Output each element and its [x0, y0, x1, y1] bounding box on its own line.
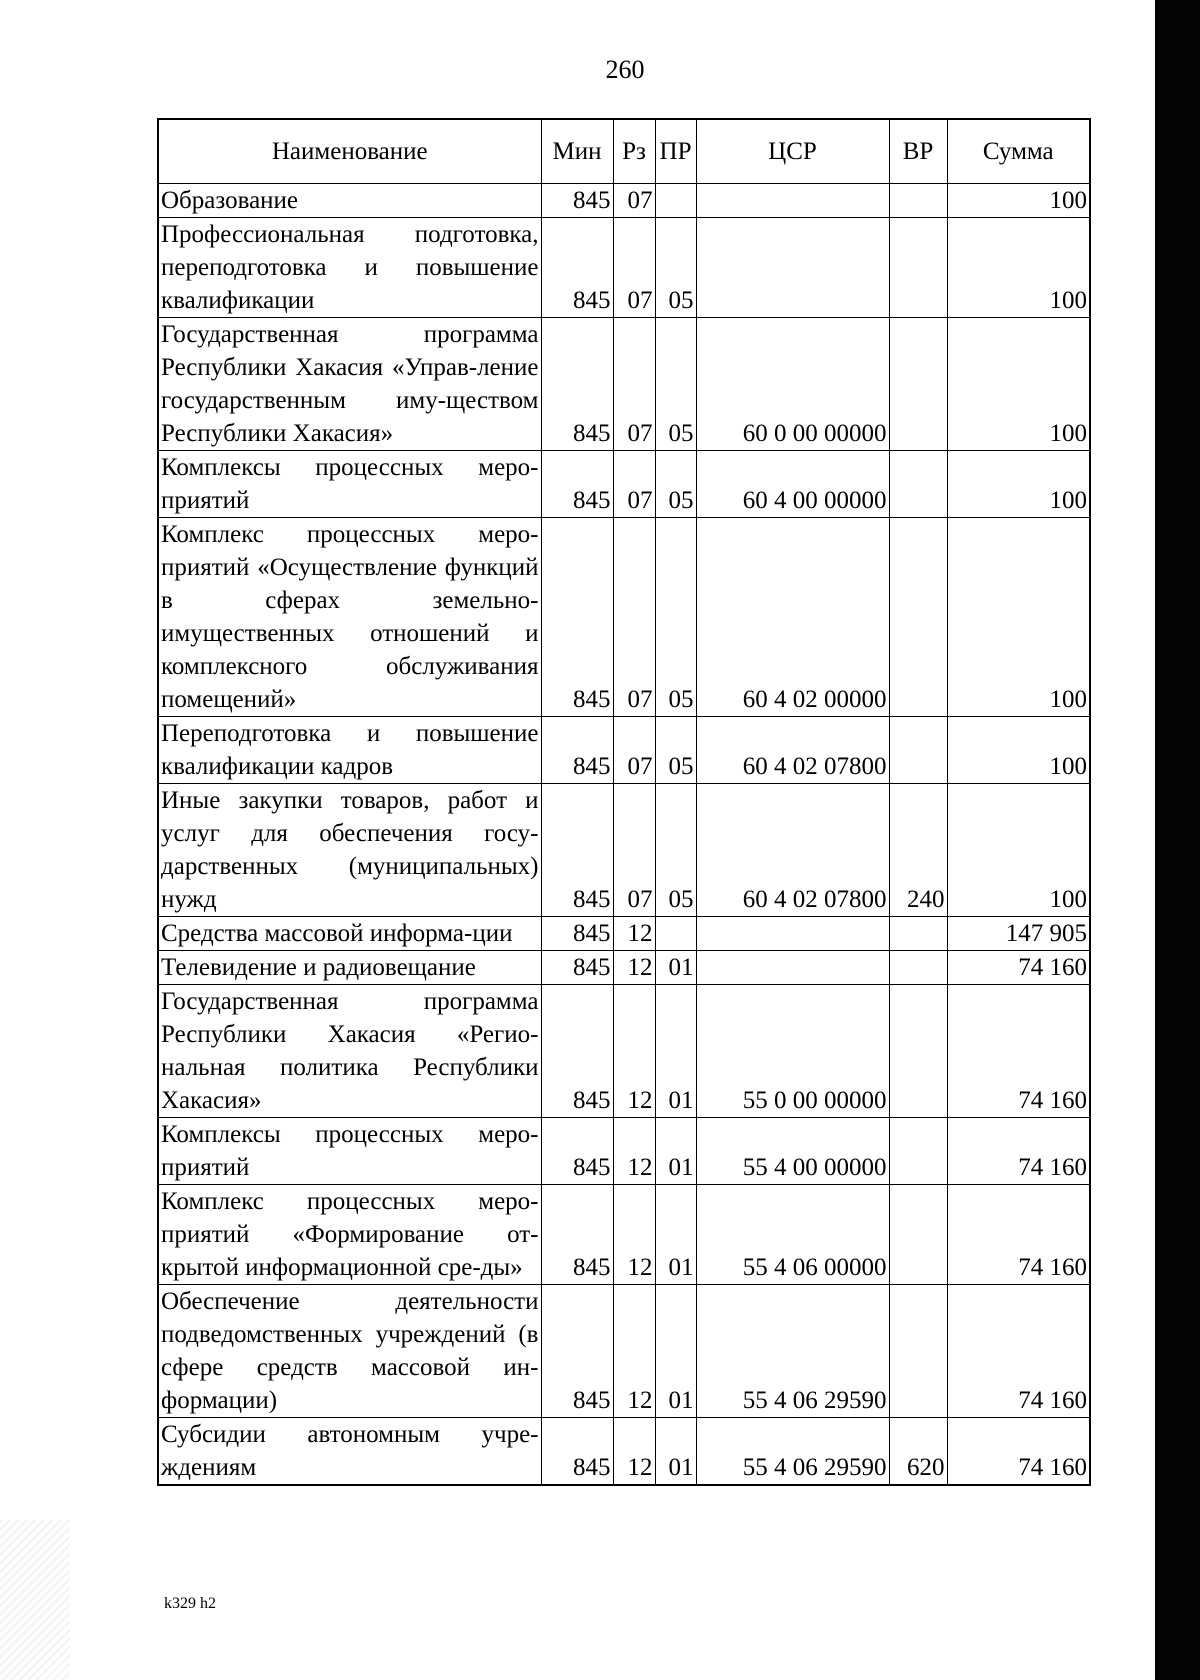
cell-csr: 60 4 02 07800	[696, 784, 889, 917]
cell-rz: 12	[613, 1418, 655, 1486]
table-row	[158, 917, 1090, 951]
cell-sum: 147 905	[947, 917, 1090, 951]
cell-rz: 12	[613, 1185, 655, 1285]
cell-vr: 620	[889, 1418, 947, 1486]
cell-vr	[889, 1185, 947, 1285]
cell-sum: 74 160	[947, 1418, 1090, 1486]
cell-min: 845	[541, 1185, 613, 1285]
cell-pr: 01	[655, 985, 696, 1118]
cell-pr: 01	[655, 1285, 696, 1418]
header-sum: Сумма	[947, 119, 1090, 184]
cell-min: 845	[541, 184, 613, 218]
cell-pr: 05	[655, 518, 696, 717]
cell-min: 845	[541, 717, 613, 784]
table-row	[158, 451, 1090, 518]
header-pr: ПР	[655, 119, 696, 184]
cell-pr: 05	[655, 717, 696, 784]
cell-min: 845	[541, 318, 613, 451]
cell-vr	[889, 184, 947, 218]
cell-name: Переподготовка и повышение квалификации кадров	[158, 717, 541, 784]
cell-name: Комплексы процессных меро-приятий	[158, 1118, 541, 1185]
table-row	[158, 1285, 1090, 1418]
table-row	[158, 951, 1090, 985]
table-body	[158, 184, 1090, 1486]
cell-vr	[889, 1285, 947, 1418]
cell-name: Комплекс процессных меро-приятий «Формирование от-крытой информационной сре-ды»	[158, 1185, 541, 1285]
cell-csr: 60 4 00 00000	[696, 451, 889, 518]
cell-vr	[889, 318, 947, 451]
table-row	[158, 1418, 1090, 1486]
cell-rz: 07	[613, 784, 655, 917]
cell-pr: 01	[655, 951, 696, 985]
header-min: Мин	[541, 119, 613, 184]
cell-rz: 07	[613, 717, 655, 784]
cell-pr: 05	[655, 318, 696, 451]
cell-csr	[696, 184, 889, 218]
cell-min: 845	[541, 985, 613, 1118]
table-row	[158, 1118, 1090, 1185]
cell-rz: 07	[613, 518, 655, 717]
cell-min: 845	[541, 1118, 613, 1185]
cell-name: Иные закупки товаров, работ и услуг для обеспечения госу-дарственных (муниципальных) нужд	[158, 784, 541, 917]
scan-noise	[0, 1520, 70, 1680]
cell-vr	[889, 917, 947, 951]
cell-sum: 100	[947, 184, 1090, 218]
cell-min: 845	[541, 951, 613, 985]
cell-name: Телевидение и радиовещание	[158, 951, 541, 985]
cell-name: Комплексы процессных меро-приятий	[158, 451, 541, 518]
cell-rz: 12	[613, 951, 655, 985]
header-vr: ВР	[889, 119, 947, 184]
header-csr: ЦСР	[696, 119, 889, 184]
cell-name: Средства массовой информа-ции	[158, 917, 541, 951]
cell-csr	[696, 917, 889, 951]
cell-pr: 05	[655, 218, 696, 318]
cell-vr	[889, 717, 947, 784]
cell-sum: 74 160	[947, 1185, 1090, 1285]
cell-vr	[889, 985, 947, 1118]
budget-table	[157, 118, 1091, 1486]
footer-code: k329 h2	[164, 1595, 216, 1612]
table-row	[158, 1185, 1090, 1285]
cell-csr: 55 4 00 00000	[696, 1118, 889, 1185]
cell-pr	[655, 184, 696, 218]
cell-min: 845	[541, 1418, 613, 1486]
cell-rz: 07	[613, 184, 655, 218]
cell-csr: 60 4 02 07800	[696, 717, 889, 784]
cell-sum: 100	[947, 518, 1090, 717]
cell-vr	[889, 218, 947, 318]
cell-rz: 07	[613, 218, 655, 318]
cell-rz: 12	[613, 917, 655, 951]
cell-vr	[889, 451, 947, 518]
cell-pr: 01	[655, 1418, 696, 1486]
cell-sum: 100	[947, 784, 1090, 917]
cell-min: 845	[541, 451, 613, 518]
cell-sum: 100	[947, 451, 1090, 518]
header-row	[158, 119, 1090, 184]
cell-name: Государственная программа Республики Хакасия «Управ-ление государственным иму-ществом Республики Хакасия»	[158, 318, 541, 451]
table-row	[158, 784, 1090, 917]
table-row	[158, 518, 1090, 717]
table-row	[158, 318, 1090, 451]
cell-pr: 01	[655, 1118, 696, 1185]
cell-name: Обеспечение деятельности подведомственных учреждений (в сфере средств массовой ин-формации)	[158, 1285, 541, 1418]
cell-rz: 07	[613, 318, 655, 451]
table-row	[158, 218, 1090, 318]
cell-min: 845	[541, 784, 613, 917]
cell-pr: 05	[655, 784, 696, 917]
cell-min: 845	[541, 218, 613, 318]
cell-min: 845	[541, 917, 613, 951]
cell-vr	[889, 951, 947, 985]
table-row	[158, 717, 1090, 784]
cell-sum: 74 160	[947, 985, 1090, 1118]
cell-csr	[696, 218, 889, 318]
cell-min: 845	[541, 1285, 613, 1418]
cell-rz: 12	[613, 985, 655, 1118]
cell-csr: 55 0 00 00000	[696, 985, 889, 1118]
cell-rz: 12	[613, 1285, 655, 1418]
cell-sum: 74 160	[947, 951, 1090, 985]
table-row	[158, 985, 1090, 1118]
cell-vr	[889, 518, 947, 717]
cell-csr: 55 4 06 29590	[696, 1418, 889, 1486]
cell-csr: 60 0 00 00000	[696, 318, 889, 451]
cell-name: Государственная программа Республики Хакасия «Регио-нальная политика Республики Хакасия»	[158, 985, 541, 1118]
cell-sum: 100	[947, 218, 1090, 318]
cell-csr: 55 4 06 29590	[696, 1285, 889, 1418]
cell-name: Образование	[158, 184, 541, 218]
header-name: Наименование	[158, 119, 541, 184]
table-row	[158, 184, 1090, 218]
page-number: 260	[605, 55, 645, 84]
cell-csr: 60 4 02 00000	[696, 518, 889, 717]
cell-name: Профессиональная подготовка, переподготовка и повышение квалификации	[158, 218, 541, 318]
scan-edge-bar	[1155, 0, 1200, 1680]
cell-min: 845	[541, 518, 613, 717]
cell-sum: 74 160	[947, 1118, 1090, 1185]
cell-csr	[696, 951, 889, 985]
cell-vr	[889, 1118, 947, 1185]
cell-rz: 07	[613, 451, 655, 518]
cell-pr	[655, 917, 696, 951]
cell-pr: 05	[655, 451, 696, 518]
cell-sum: 100	[947, 717, 1090, 784]
cell-csr: 55 4 06 00000	[696, 1185, 889, 1285]
cell-sum: 100	[947, 318, 1090, 451]
header-rz: Рз	[613, 119, 655, 184]
cell-name: Субсидии автономным учре-ждениям	[158, 1418, 541, 1486]
cell-sum: 74 160	[947, 1285, 1090, 1418]
cell-rz: 12	[613, 1118, 655, 1185]
cell-name: Комплекс процессных меро-приятий «Осуществление функций в сферах земельно-имущественных отношений и комплексного обслуживания помещений»	[158, 518, 541, 717]
cell-vr: 240	[889, 784, 947, 917]
cell-pr: 01	[655, 1185, 696, 1285]
